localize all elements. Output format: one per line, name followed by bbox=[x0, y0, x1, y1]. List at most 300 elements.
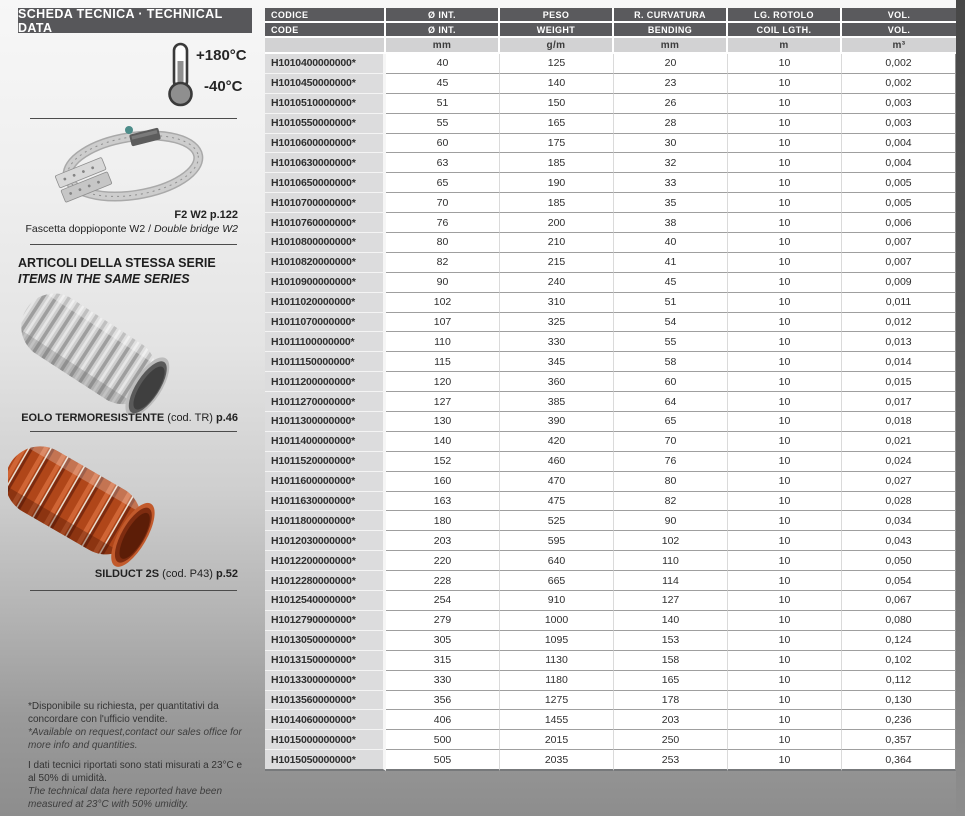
value-cell: 140 bbox=[614, 611, 728, 631]
code-cell: H1010400000000* bbox=[265, 54, 386, 74]
footnote-availability-en: *Available on request,contact our sales office for more info and quantities. bbox=[28, 727, 242, 751]
value-cell: 51 bbox=[614, 293, 728, 313]
value-cell: 505 bbox=[386, 750, 500, 771]
code-cell: H1011100000000* bbox=[265, 332, 386, 352]
value-cell: 163 bbox=[386, 492, 500, 512]
value-cell: 0,005 bbox=[842, 193, 956, 213]
value-cell: 10 bbox=[728, 54, 842, 74]
value-cell: 10 bbox=[728, 253, 842, 273]
value-cell: 64 bbox=[614, 392, 728, 412]
table-row bbox=[265, 750, 956, 771]
code-cell: H1012540000000* bbox=[265, 591, 386, 611]
table-row bbox=[265, 452, 956, 472]
col-header-weight: WEIGHT bbox=[500, 23, 614, 38]
value-cell: 250 bbox=[614, 730, 728, 750]
value-cell: 10 bbox=[728, 273, 842, 293]
table-row bbox=[265, 432, 956, 452]
value-cell: 10 bbox=[728, 551, 842, 571]
value-cell: 10 bbox=[728, 372, 842, 392]
code-cell: H1013050000000* bbox=[265, 631, 386, 651]
unit-m3: m³ bbox=[842, 38, 956, 54]
table-row bbox=[265, 671, 956, 691]
value-cell: 26 bbox=[614, 94, 728, 114]
hose-clamp-image bbox=[48, 121, 213, 213]
value-cell: 41 bbox=[614, 253, 728, 273]
value-cell: 60 bbox=[614, 372, 728, 392]
value-cell: 20 bbox=[614, 54, 728, 74]
value-cell: 0,002 bbox=[842, 74, 956, 94]
clamp-name: Fascetta doppioponte W2 / Double bridge W2 bbox=[25, 222, 238, 235]
divider bbox=[30, 590, 237, 591]
value-cell: 65 bbox=[386, 173, 500, 193]
value-cell: 345 bbox=[500, 352, 614, 372]
value-cell: 10 bbox=[728, 710, 842, 730]
value-cell: 70 bbox=[614, 432, 728, 452]
value-cell: 406 bbox=[386, 710, 500, 730]
value-cell: 0,102 bbox=[842, 651, 956, 671]
value-cell: 0,130 bbox=[842, 691, 956, 711]
col-header-coil: COIL LGTH. bbox=[728, 23, 842, 38]
value-cell: 0,004 bbox=[842, 134, 956, 154]
table-row bbox=[265, 551, 956, 571]
code-cell: H1013300000000* bbox=[265, 671, 386, 691]
value-cell: 215 bbox=[500, 253, 614, 273]
table-row bbox=[265, 691, 956, 711]
unit-code bbox=[265, 38, 386, 54]
value-cell: 0,004 bbox=[842, 153, 956, 173]
section-title-bar bbox=[18, 8, 252, 33]
code-cell: H1012790000000* bbox=[265, 611, 386, 631]
code-cell: H1011300000000* bbox=[265, 412, 386, 432]
code-cell: H1015000000000* bbox=[265, 730, 386, 750]
value-cell: 910 bbox=[500, 591, 614, 611]
units-row bbox=[265, 38, 956, 54]
value-cell: 1455 bbox=[500, 710, 614, 730]
value-cell: 0,013 bbox=[842, 332, 956, 352]
code-cell: H1010900000000* bbox=[265, 273, 386, 293]
value-cell: 0,236 bbox=[842, 710, 956, 730]
thermometer-icon bbox=[166, 41, 198, 109]
value-cell: 10 bbox=[728, 332, 842, 352]
header-row-it bbox=[265, 8, 956, 23]
unit-gm: g/m bbox=[500, 38, 614, 54]
value-cell: 0,357 bbox=[842, 730, 956, 750]
code-cell: H1011150000000* bbox=[265, 352, 386, 372]
code-cell: H1011800000000* bbox=[265, 511, 386, 531]
value-cell: 140 bbox=[386, 432, 500, 452]
value-cell: 385 bbox=[500, 392, 614, 412]
value-cell: 0,015 bbox=[842, 372, 956, 392]
value-cell: 10 bbox=[728, 750, 842, 771]
value-cell: 0,024 bbox=[842, 452, 956, 472]
table-row bbox=[265, 293, 956, 313]
value-cell: 175 bbox=[500, 134, 614, 154]
table-row bbox=[265, 332, 956, 352]
col-header-code: CODE bbox=[265, 23, 386, 38]
code-cell: H1012030000000* bbox=[265, 531, 386, 551]
value-cell: 253 bbox=[614, 750, 728, 771]
value-cell: 0,124 bbox=[842, 631, 956, 651]
value-cell: 10 bbox=[728, 392, 842, 412]
value-cell: 165 bbox=[614, 671, 728, 691]
value-cell: 178 bbox=[614, 691, 728, 711]
value-cell: 325 bbox=[500, 313, 614, 333]
value-cell: 665 bbox=[500, 571, 614, 591]
value-cell: 0,050 bbox=[842, 551, 956, 571]
code-cell: H1010450000000* bbox=[265, 74, 386, 94]
value-cell: 0,080 bbox=[842, 611, 956, 631]
value-cell: 82 bbox=[614, 492, 728, 512]
code-cell: H1010700000000* bbox=[265, 193, 386, 213]
value-cell: 45 bbox=[614, 273, 728, 293]
code-cell: H1010550000000* bbox=[265, 114, 386, 134]
value-cell: 38 bbox=[614, 213, 728, 233]
table-row bbox=[265, 193, 956, 213]
footnote-availability-it: *Disponibile su richiesta, per quantitativi da concordare con l'ufficio vendite. bbox=[28, 701, 219, 725]
value-cell: 2015 bbox=[500, 730, 614, 750]
code-cell: H1011520000000* bbox=[265, 452, 386, 472]
value-cell: 55 bbox=[386, 114, 500, 134]
value-cell: 153 bbox=[614, 631, 728, 651]
page-edge bbox=[956, 0, 965, 816]
value-cell: 10 bbox=[728, 571, 842, 591]
section-title: SCHEDA TECNICA · TECHNICAL DATA bbox=[18, 6, 223, 35]
value-cell: 10 bbox=[728, 511, 842, 531]
value-cell: 82 bbox=[386, 253, 500, 273]
table-body bbox=[265, 54, 956, 771]
value-cell: 10 bbox=[728, 153, 842, 173]
value-cell: 10 bbox=[728, 591, 842, 611]
code-cell: H1015050000000* bbox=[265, 750, 386, 771]
code-cell: H1010650000000* bbox=[265, 173, 386, 193]
table-row bbox=[265, 591, 956, 611]
value-cell: 470 bbox=[500, 472, 614, 492]
code-cell: H1010510000000* bbox=[265, 94, 386, 114]
code-cell: H1010630000000* bbox=[265, 153, 386, 173]
value-cell: 23 bbox=[614, 74, 728, 94]
value-cell: 203 bbox=[614, 710, 728, 730]
value-cell: 10 bbox=[728, 492, 842, 512]
value-cell: 240 bbox=[500, 273, 614, 293]
value-cell: 0,027 bbox=[842, 472, 956, 492]
code-cell: H1014060000000* bbox=[265, 710, 386, 730]
value-cell: 210 bbox=[500, 233, 614, 253]
value-cell: 0,007 bbox=[842, 233, 956, 253]
value-cell: 63 bbox=[386, 153, 500, 173]
silduct-hose-image bbox=[8, 436, 158, 568]
table-row bbox=[265, 511, 956, 531]
value-cell: 10 bbox=[728, 94, 842, 114]
value-cell: 70 bbox=[386, 193, 500, 213]
value-cell: 475 bbox=[500, 492, 614, 512]
value-cell: 10 bbox=[728, 293, 842, 313]
value-cell: 160 bbox=[386, 472, 500, 492]
value-cell: 185 bbox=[500, 193, 614, 213]
value-cell: 10 bbox=[728, 631, 842, 651]
value-cell: 1130 bbox=[500, 651, 614, 671]
col-header-vol-it: VOL. bbox=[842, 8, 956, 23]
clamp-ref: F2 W2 p.122 bbox=[174, 209, 238, 221]
clamp-caption bbox=[8, 209, 238, 236]
code-cell: H1011630000000* bbox=[265, 492, 386, 512]
value-cell: 228 bbox=[386, 571, 500, 591]
footnote-measure-en: The technical data here reported have been measured at 23°C with 50% umidity. bbox=[28, 786, 223, 810]
footnotes bbox=[28, 700, 246, 811]
table-row bbox=[265, 94, 956, 114]
value-cell: 356 bbox=[386, 691, 500, 711]
value-cell: 125 bbox=[500, 54, 614, 74]
value-cell: 1000 bbox=[500, 611, 614, 631]
code-cell: H1011600000000* bbox=[265, 472, 386, 492]
table-row bbox=[265, 352, 956, 372]
value-cell: 35 bbox=[614, 193, 728, 213]
value-cell: 80 bbox=[614, 472, 728, 492]
value-cell: 0,018 bbox=[842, 412, 956, 432]
value-cell: 114 bbox=[614, 571, 728, 591]
divider bbox=[30, 431, 237, 432]
value-cell: 0,028 bbox=[842, 492, 956, 512]
value-cell: 1275 bbox=[500, 691, 614, 711]
table-row bbox=[265, 571, 956, 591]
table-row bbox=[265, 472, 956, 492]
value-cell: 130 bbox=[386, 412, 500, 432]
col-header-bending: BENDING bbox=[614, 23, 728, 38]
value-cell: 460 bbox=[500, 452, 614, 472]
table-row bbox=[265, 651, 956, 671]
table-row bbox=[265, 114, 956, 134]
value-cell: 0,003 bbox=[842, 94, 956, 114]
code-cell: H1010760000000* bbox=[265, 213, 386, 233]
value-cell: 10 bbox=[728, 233, 842, 253]
value-cell: 102 bbox=[614, 531, 728, 551]
value-cell: 102 bbox=[386, 293, 500, 313]
table-row bbox=[265, 153, 956, 173]
col-header-diam-en: Ø INT. bbox=[386, 23, 500, 38]
divider bbox=[30, 118, 237, 119]
table-row bbox=[265, 253, 956, 273]
value-cell: 10 bbox=[728, 213, 842, 233]
value-cell: 90 bbox=[614, 511, 728, 531]
value-cell: 640 bbox=[500, 551, 614, 571]
value-cell: 120 bbox=[386, 372, 500, 392]
value-cell: 10 bbox=[728, 472, 842, 492]
table-row bbox=[265, 631, 956, 651]
value-cell: 10 bbox=[728, 352, 842, 372]
value-cell: 152 bbox=[386, 452, 500, 472]
table-row bbox=[265, 273, 956, 293]
value-cell: 220 bbox=[386, 551, 500, 571]
code-cell: H1010820000000* bbox=[265, 253, 386, 273]
code-cell: H1011200000000* bbox=[265, 372, 386, 392]
temperature-max: +180°C bbox=[196, 47, 247, 64]
code-cell: H1011270000000* bbox=[265, 392, 386, 412]
table-row bbox=[265, 492, 956, 512]
value-cell: 0,002 bbox=[842, 54, 956, 74]
value-cell: 10 bbox=[728, 313, 842, 333]
value-cell: 330 bbox=[500, 332, 614, 352]
value-cell: 1180 bbox=[500, 671, 614, 691]
value-cell: 10 bbox=[728, 193, 842, 213]
value-cell: 33 bbox=[614, 173, 728, 193]
footnote-measure-it: I dati tecnici riportati sono stati misurati a 23°C e al 50% di umidità. bbox=[28, 760, 243, 784]
table-row bbox=[265, 74, 956, 94]
value-cell: 54 bbox=[614, 313, 728, 333]
code-cell: H1011020000000* bbox=[265, 293, 386, 313]
value-cell: 127 bbox=[386, 392, 500, 412]
value-cell: 10 bbox=[728, 611, 842, 631]
value-cell: 0,017 bbox=[842, 392, 956, 412]
value-cell: 150 bbox=[500, 94, 614, 114]
unit-mm-bend: mm bbox=[614, 38, 728, 54]
value-cell: 0,009 bbox=[842, 273, 956, 293]
code-cell: H1012280000000* bbox=[265, 571, 386, 591]
value-cell: 28 bbox=[614, 114, 728, 134]
value-cell: 279 bbox=[386, 611, 500, 631]
value-cell: 58 bbox=[614, 352, 728, 372]
value-cell: 0,003 bbox=[842, 114, 956, 134]
value-cell: 595 bbox=[500, 531, 614, 551]
code-cell: H1011400000000* bbox=[265, 432, 386, 452]
value-cell: 500 bbox=[386, 730, 500, 750]
value-cell: 0,034 bbox=[842, 511, 956, 531]
value-cell: 390 bbox=[500, 412, 614, 432]
value-cell: 10 bbox=[728, 531, 842, 551]
silduct-caption: SILDUCT 2S (cod. P43) p.52 bbox=[94, 568, 238, 580]
value-cell: 10 bbox=[728, 173, 842, 193]
value-cell: 180 bbox=[386, 511, 500, 531]
value-cell: 0,021 bbox=[842, 432, 956, 452]
table-row bbox=[265, 173, 956, 193]
code-cell: H1010600000000* bbox=[265, 134, 386, 154]
value-cell: 76 bbox=[386, 213, 500, 233]
value-cell: 40 bbox=[614, 233, 728, 253]
col-header-diam-it: Ø INT. bbox=[386, 8, 500, 23]
unit-mm-diam: mm bbox=[386, 38, 500, 54]
value-cell: 76 bbox=[614, 452, 728, 472]
value-cell: 40 bbox=[386, 54, 500, 74]
unit-m: m bbox=[728, 38, 842, 54]
value-cell: 1095 bbox=[500, 631, 614, 651]
table-row bbox=[265, 531, 956, 551]
code-cell: H1010800000000* bbox=[265, 233, 386, 253]
table-row bbox=[265, 730, 956, 750]
value-cell: 0,006 bbox=[842, 213, 956, 233]
value-cell: 90 bbox=[386, 273, 500, 293]
value-cell: 305 bbox=[386, 631, 500, 651]
value-cell: 203 bbox=[386, 531, 500, 551]
value-cell: 0,054 bbox=[842, 571, 956, 591]
value-cell: 51 bbox=[386, 94, 500, 114]
same-series-heading: ARTICOLI DELLA STESSA SERIE ITEMS IN THE SAME SERIES bbox=[18, 256, 216, 287]
value-cell: 10 bbox=[728, 671, 842, 691]
value-cell: 10 bbox=[728, 134, 842, 154]
value-cell: 0,112 bbox=[842, 671, 956, 691]
value-cell: 420 bbox=[500, 432, 614, 452]
table-row bbox=[265, 372, 956, 392]
value-cell: 165 bbox=[500, 114, 614, 134]
table-row bbox=[265, 710, 956, 730]
value-cell: 10 bbox=[728, 651, 842, 671]
table-row bbox=[265, 392, 956, 412]
technical-data-table-wrap bbox=[265, 8, 956, 771]
value-cell: 0,043 bbox=[842, 531, 956, 551]
value-cell: 65 bbox=[614, 412, 728, 432]
value-cell: 190 bbox=[500, 173, 614, 193]
value-cell: 330 bbox=[386, 671, 500, 691]
value-cell: 158 bbox=[614, 651, 728, 671]
value-cell: 115 bbox=[386, 352, 500, 372]
value-cell: 80 bbox=[386, 233, 500, 253]
table-row bbox=[265, 213, 956, 233]
value-cell: 0,014 bbox=[842, 352, 956, 372]
eolo-hose-image bbox=[20, 288, 175, 414]
table-row bbox=[265, 313, 956, 333]
value-cell: 0,007 bbox=[842, 253, 956, 273]
value-cell: 0,067 bbox=[842, 591, 956, 611]
value-cell: 0,012 bbox=[842, 313, 956, 333]
code-cell: H1012200000000* bbox=[265, 551, 386, 571]
temperature-min: -40°C bbox=[204, 78, 243, 95]
value-cell: 185 bbox=[500, 153, 614, 173]
value-cell: 310 bbox=[500, 293, 614, 313]
value-cell: 110 bbox=[386, 332, 500, 352]
value-cell: 10 bbox=[728, 730, 842, 750]
value-cell: 525 bbox=[500, 511, 614, 531]
value-cell: 30 bbox=[614, 134, 728, 154]
col-header-codice: CODICE bbox=[265, 8, 386, 23]
value-cell: 140 bbox=[500, 74, 614, 94]
value-cell: 110 bbox=[614, 551, 728, 571]
value-cell: 60 bbox=[386, 134, 500, 154]
value-cell: 55 bbox=[614, 332, 728, 352]
code-cell: H1013560000000* bbox=[265, 691, 386, 711]
value-cell: 10 bbox=[728, 412, 842, 432]
value-cell: 32 bbox=[614, 153, 728, 173]
col-header-peso: PESO bbox=[500, 8, 614, 23]
table-row bbox=[265, 412, 956, 432]
value-cell: 127 bbox=[614, 591, 728, 611]
value-cell: 10 bbox=[728, 74, 842, 94]
table-row bbox=[265, 611, 956, 631]
value-cell: 200 bbox=[500, 213, 614, 233]
value-cell: 45 bbox=[386, 74, 500, 94]
divider bbox=[30, 244, 237, 245]
value-cell: 10 bbox=[728, 114, 842, 134]
value-cell: 10 bbox=[728, 452, 842, 472]
value-cell: 360 bbox=[500, 372, 614, 392]
value-cell: 2035 bbox=[500, 750, 614, 771]
eolo-caption: EOLO TERMORESISTENTE (cod. TR) p.46 bbox=[21, 412, 238, 424]
code-cell: H1013150000000* bbox=[265, 651, 386, 671]
header-row-en bbox=[265, 23, 956, 38]
col-header-rotolo: LG. ROTOLO bbox=[728, 8, 842, 23]
value-cell: 107 bbox=[386, 313, 500, 333]
table-row bbox=[265, 134, 956, 154]
value-cell: 10 bbox=[728, 432, 842, 452]
value-cell: 315 bbox=[386, 651, 500, 671]
value-cell: 0,364 bbox=[842, 750, 956, 771]
value-cell: 254 bbox=[386, 591, 500, 611]
value-cell: 10 bbox=[728, 691, 842, 711]
col-header-vol-en: VOL. bbox=[842, 23, 956, 38]
table-row bbox=[265, 54, 956, 74]
value-cell: 0,005 bbox=[842, 173, 956, 193]
value-cell: 0,011 bbox=[842, 293, 956, 313]
code-cell: H1011070000000* bbox=[265, 313, 386, 333]
technical-data-table bbox=[265, 8, 956, 771]
col-header-curvatura: R. CURVATURA bbox=[614, 8, 728, 23]
table-row bbox=[265, 233, 956, 253]
